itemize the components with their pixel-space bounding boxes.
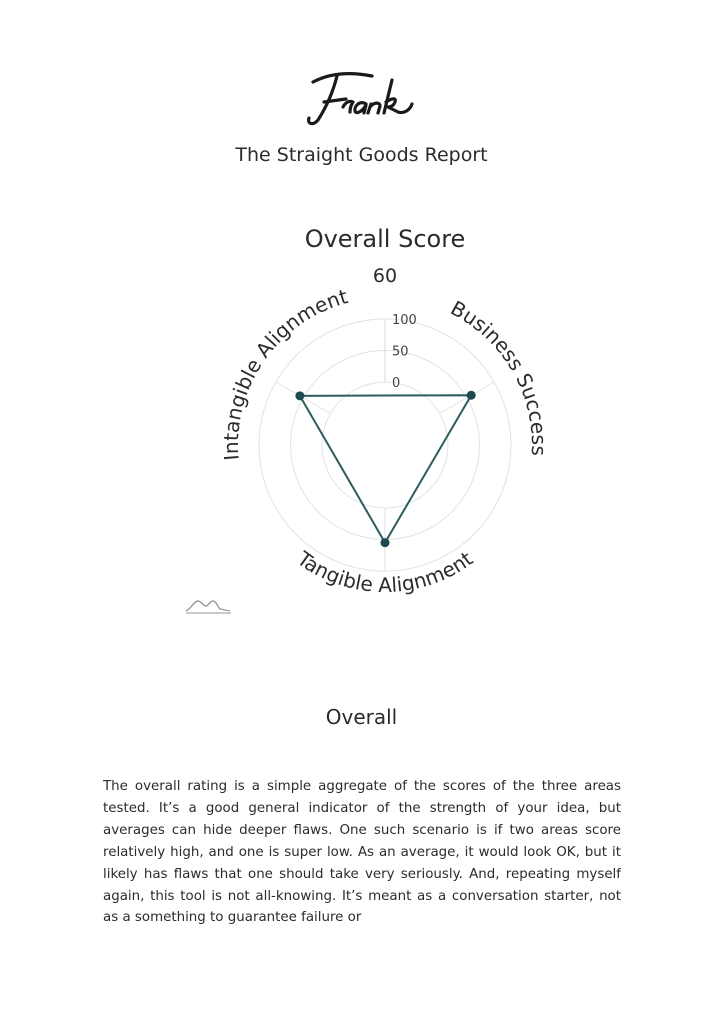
- overall-score-chart: [0, 210, 723, 630]
- report-title: The Straight Goods Report: [235, 144, 488, 166]
- score-point-tangible-alignment[interactable]: [381, 538, 390, 547]
- chart-title: Overall Score: [304, 225, 466, 253]
- tick-label: 50: [392, 344, 409, 360]
- score-point-business-success[interactable]: [467, 391, 476, 400]
- logo-signature: [309, 74, 412, 124]
- axis-label-intangible-alignment: Intangible Alignment: [218, 284, 351, 462]
- frank-logo: [0, 60, 723, 140]
- tick-label: 0: [392, 376, 401, 391]
- plotly-logo-icon[interactable]: [186, 601, 231, 613]
- axis-label-business-success: Business Success: [446, 295, 552, 457]
- score-point-intangible-alignment[interactable]: [295, 391, 304, 400]
- score-polygon: [300, 395, 471, 542]
- grid-ring-0: [322, 382, 448, 508]
- section-body: The overall rating is a simple aggregate of the scores of the three areas tested. It’s a good general indicator of the strength of your idea, but averages can hide deeper flaws. One such scenario is if two areas score relatively high, and one is super low. As an average, it would look OK, but it likely has flaws that one should take very seriously. And, repeating myself again, this tool is not all-knowing. It’s meant as a conversation starter, not as a something to guarantee failure or: [103, 779, 621, 926]
- grid-spoke-0: [440, 382, 495, 414]
- axis-label-tangible-alignment: Tangible Alignment: [292, 546, 478, 598]
- chart-score: 60: [372, 265, 398, 287]
- section-heading: Overall: [325, 705, 398, 729]
- tick-label: 100: [392, 313, 417, 328]
